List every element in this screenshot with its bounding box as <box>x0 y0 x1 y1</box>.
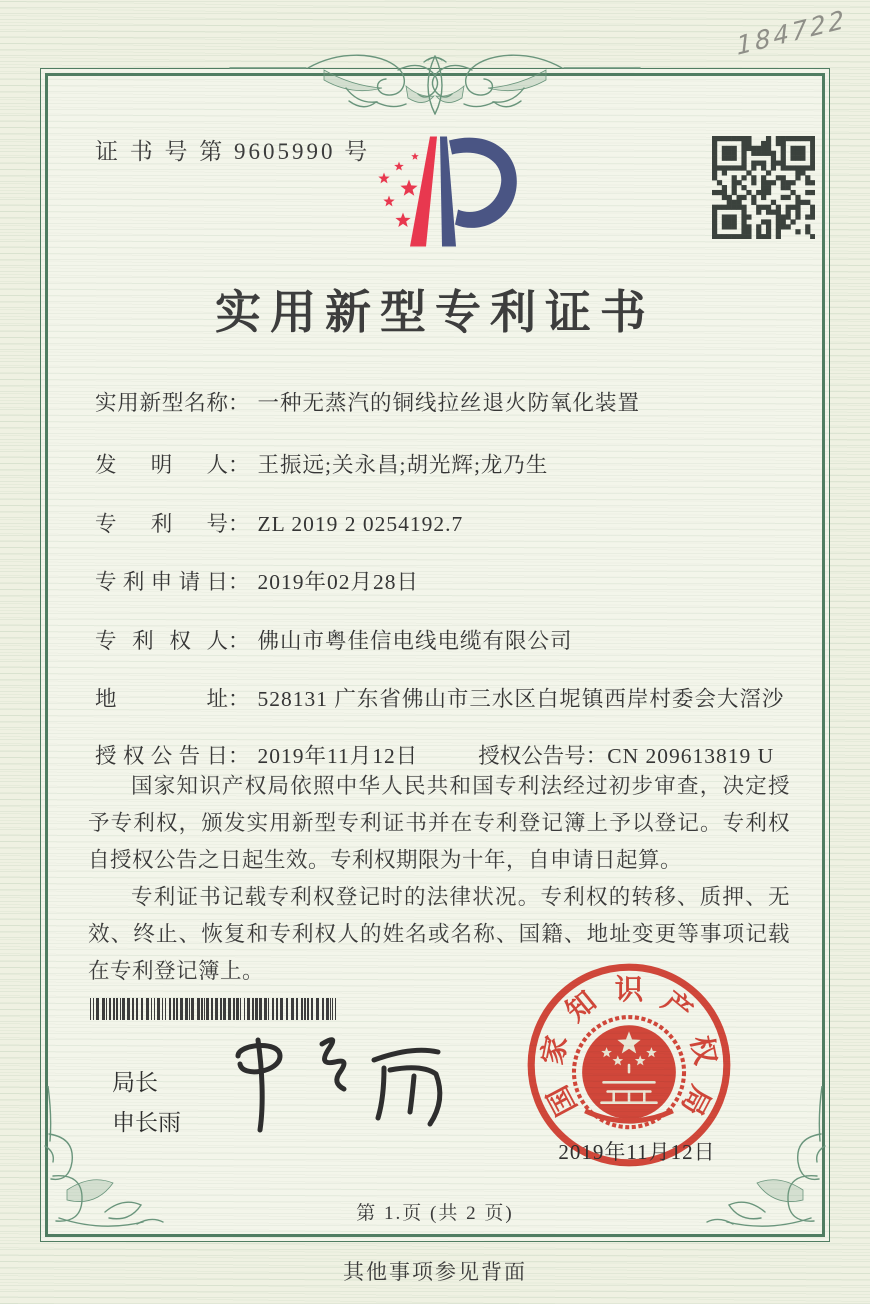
field-patent-number <box>95 507 463 538</box>
seal-date: 2019年11月12日 <box>558 1140 716 1164</box>
svg-text:国: 国 <box>541 1080 584 1121</box>
certificate-title: 实用新型专利证书 <box>215 287 655 338</box>
page-number: 第 1.页 (共 2 页) <box>356 1203 514 1224</box>
legal-paragraph-1: 国家知识产权局依照中华人民共和国专利法经过初步审查，决定授予专利权，颁发实用新型专利证书并在专利登记簿上予以登记。专利权自授权公告之日起生效。专利权期限为十年，自申请日起算。 <box>88 774 790 872</box>
field-value: 528131 广东省佛山市三水区白坭镇西岸村委会大滘沙 <box>257 687 785 711</box>
field-utility-model-name <box>95 386 640 417</box>
field-label: 专利号 <box>95 512 228 536</box>
svg-text:识: 识 <box>614 973 644 1006</box>
signer-title: 局长 <box>112 1069 158 1095</box>
field-value-grant-number: CN 209613819 U <box>607 744 775 768</box>
field-colon: ： <box>228 391 250 415</box>
svg-text:知: 知 <box>560 985 603 1029</box>
handwritten-number: 184722 <box>735 4 848 61</box>
field-value: 2019年02月28日 <box>257 570 420 594</box>
field-label: 专利申请日 <box>95 570 228 594</box>
legal-text-block <box>88 768 790 990</box>
field-colon: ： <box>228 453 250 477</box>
field-patentee <box>95 624 573 655</box>
field-value: 佛山市粤佳信电线电缆有限公司 <box>257 629 573 653</box>
certificate-number: 证 书 号 第 9605990 号 <box>95 139 371 164</box>
field-colon: ： <box>228 512 250 536</box>
field-label: 专利权人 <box>95 629 228 653</box>
field-colon: ： <box>228 570 250 594</box>
legal-paragraph-2: 专利证书记载专利权登记时的法律状况。专利权的转移、质押、无效、终止、恢复和专利权人的姓名或名称、国籍、地址变更等事项记载在专利登记簿上。 <box>88 885 790 983</box>
field-label: 授权公告日 <box>95 744 228 768</box>
field-value: 王振远;关永昌;胡光辉;龙乃生 <box>257 453 549 477</box>
qr-code-icon <box>712 136 815 239</box>
field-grant-date-and-number <box>95 739 774 770</box>
cnipa-logo-icon <box>372 126 532 266</box>
svg-text:产: 产 <box>655 985 698 1029</box>
svg-text:权: 权 <box>684 1033 722 1068</box>
field-label-grant-number: 授权公告号： <box>478 744 608 768</box>
signer-name: 申长雨 <box>112 1109 181 1135</box>
commissioner-signature-icon <box>222 1028 457 1138</box>
svg-text:家: 家 <box>536 1033 574 1068</box>
field-label: 发明人 <box>95 453 228 477</box>
back-note: 其他事项参见背面 <box>343 1260 527 1284</box>
field-colon: ： <box>228 629 250 653</box>
field-address <box>95 682 784 713</box>
signer-block <box>112 1062 181 1142</box>
field-value: ZL 2019 2 0254192.7 <box>257 512 464 536</box>
barcode-icon <box>90 998 342 1020</box>
field-value: 一种无蒸汽的铜线拉丝退火防氧化装置 <box>257 391 641 415</box>
field-filing-date <box>95 565 419 596</box>
svg-text:局: 局 <box>674 1080 717 1121</box>
field-colon: ： <box>228 687 250 711</box>
field-label: 实用新型名称 <box>95 391 228 415</box>
field-label: 地址 <box>95 687 228 711</box>
field-colon: ： <box>228 744 250 768</box>
field-value: 2019年11月12日 <box>257 744 419 768</box>
field-inventors <box>95 448 548 479</box>
